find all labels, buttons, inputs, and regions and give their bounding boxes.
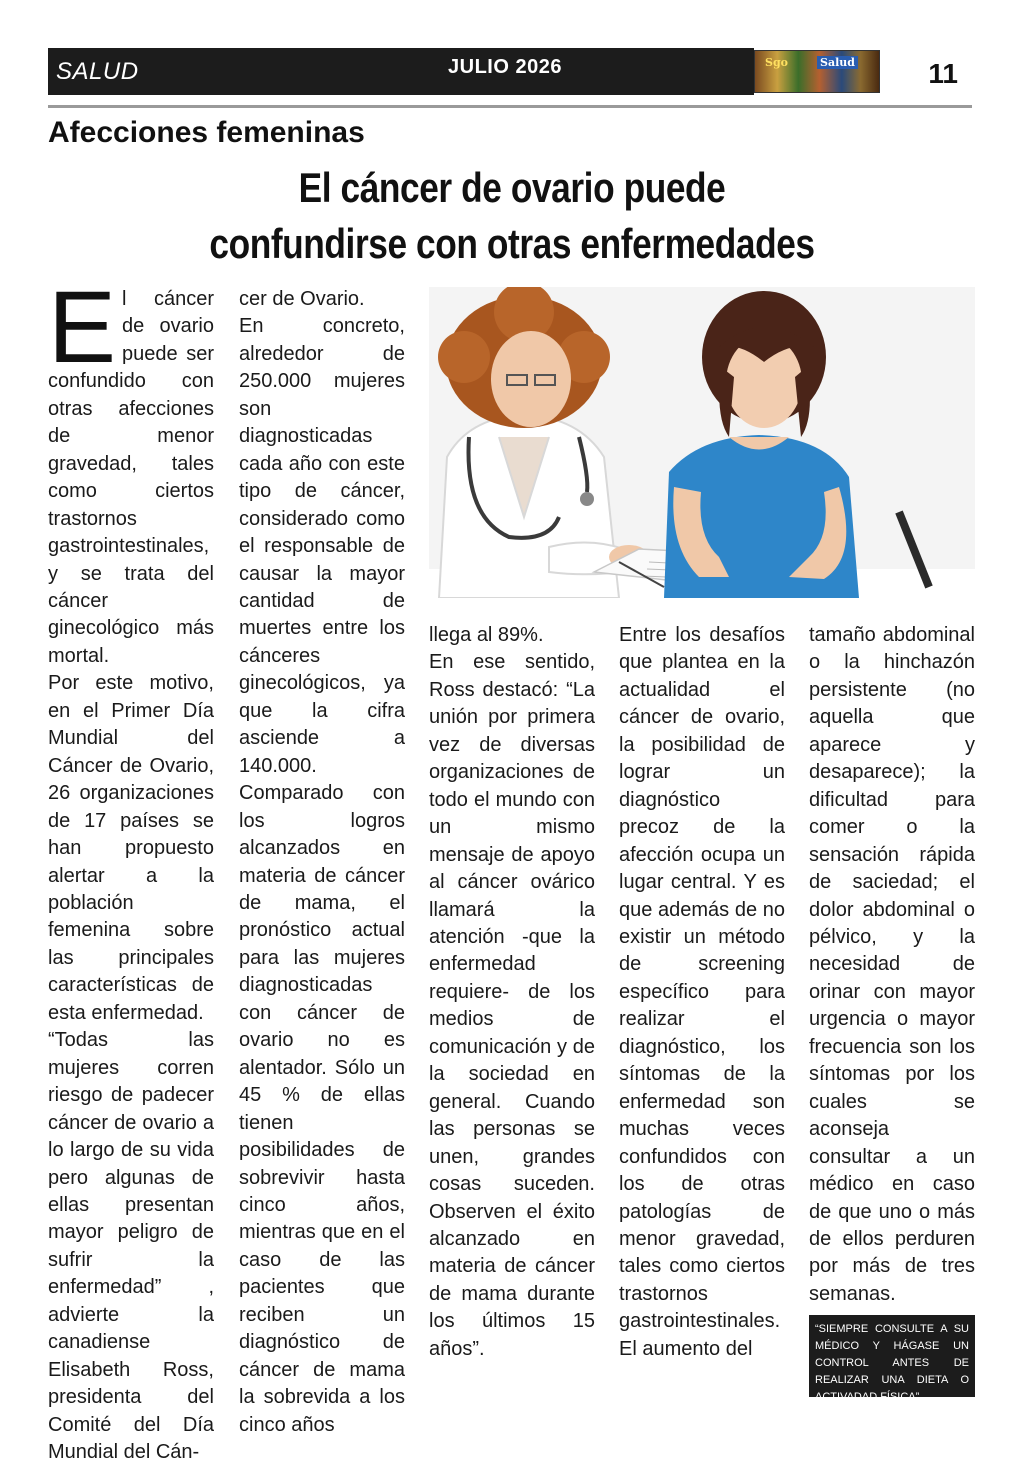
header-bar xyxy=(48,48,754,95)
page-header xyxy=(48,48,972,95)
paragraph: Comparado con los logros alcanzados en materia de cáncer de mama, el pronóstico actual para las mujeres diagnosticadas con cáncer de ovario no es alentador. Sólo un 45 % de ellas tienen posibilidades de sobrevivir hasta cinco años, mientras que en el caso de las pacientes que reciben un diagnóstico de cáncer de mama la sobrevida a los cinco años xyxy=(239,782,405,1436)
section-label: SALUD xyxy=(56,58,139,85)
advice-quote-box: “SIEMPRE CONSULTE A SU MÉDICO Y HÁGASE UN CONTROL ANTES DE REALIZAR UNA DIETA O ACTIVADAD FÍSICA” xyxy=(809,1315,975,1397)
paragraph: En concreto, alrededor de 250.000 mujeres son diagnosticadas cada año con este tipo de cáncer, considerado como el responsable de causar la mayor cantidad de muertes entre los cánceres ginecológicos, ya que la cifra asciende a 140.000. xyxy=(239,315,405,777)
header-divider xyxy=(48,105,972,108)
drop-cap: E xyxy=(48,270,117,384)
logo-text-left: Sgo xyxy=(765,56,788,69)
paragraph: tamaño abdominal o la hinchazón persistente (no aquella que aparece y desaparece); la dificultad para comer o la sensación rápida de saciedad; el dolor abdominal o pélvico, y la necesidad de orinar con mayor urgencia o mayor frecuencia son los síntomas por los cuales se aconseja consultar a un médico en caso de que uno o más de ellos perduren por más de tres semanas. xyxy=(809,624,975,1305)
headline-line-2: confundirse con otras enfermedades xyxy=(209,220,815,267)
paragraph: cer de Ovario. xyxy=(239,288,365,310)
article-column-4 xyxy=(619,622,785,1363)
issue-date: JULIO 2026 xyxy=(448,56,562,78)
paragraph: Por este motivo, en el Primer Día Mundial del Cáncer de Ovario, 26 organizaciones de 17 países se han propuesto alertar a la población femenina sobre las principales características de esta enfermedad. xyxy=(48,672,214,1024)
article-column-3 xyxy=(429,622,595,1363)
paragraph: “Todas las mujeres corren riesgo de padecer cáncer de ovario a lo largo de su vida pero algunas de ellas presentan mayor peligro de sufrir la enfermedad” , advierte la canadiense Elisabeth Ross, presidenta del Comité del Día Mundial del Cán- xyxy=(48,1029,214,1464)
paragraph: El aumento del xyxy=(619,1337,753,1360)
logo-text-right: Salud xyxy=(817,56,858,69)
publication-logo xyxy=(754,50,880,93)
article-column-1 xyxy=(48,270,214,1466)
paragraph: llega al 89%. xyxy=(429,624,544,646)
paragraph: Entre los desafíos que plantea en la actualidad el cáncer de ovario, la posibilidad de lograr un diagnóstico precoz de la afección ocupa un lugar central. Y es que además de no existir un método de screening específico para realizar el diagnóstico, los síntomas de la enfermedad son muchas veces confundidos con los de otras patologías de menor gravedad, tales como ciertos trastornos gastrointestinales. xyxy=(619,624,785,1333)
doctor-patient-photo xyxy=(429,287,975,598)
article-kicker: Afecciones femeninas xyxy=(48,116,365,149)
paragraph: l cáncer de ovario puede ser confundido con otras afecciones de menor gravedad, tales como ciertos trastornos gastrointestinales, y se trata del cáncer ginecológico más mortal. xyxy=(48,288,214,667)
article-column-5 xyxy=(809,622,975,1308)
paragraph: En ese sentido, Ross destacó: “La unión por primera vez de diversas organizaciones de todo el mundo con un mismo mensaje de apoyo al cáncer ovárico llamará la atención -que la enfermedad requiere- de los medios de comunicación y de la sociedad en general. Cuando las personas se unen, grandes cosas suceden. Observen el éxito alcanzado en materia de cáncer de mama durante los últimos 15 años”. xyxy=(429,651,595,1360)
article-column-2 xyxy=(239,286,405,1439)
headline-line-1: El cáncer de ovario puede xyxy=(298,164,726,211)
article-headline xyxy=(149,160,875,272)
page-number: 11 xyxy=(928,58,958,89)
